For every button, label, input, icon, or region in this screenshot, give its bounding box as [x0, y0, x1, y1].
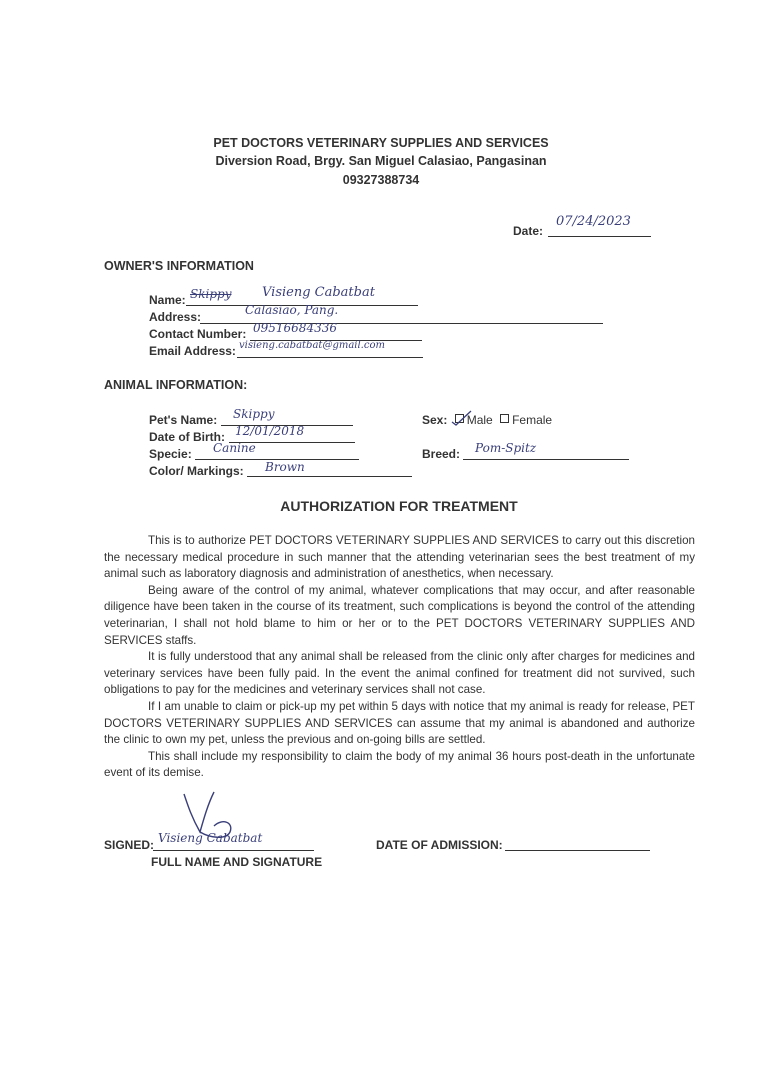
- authorization-paragraph: It is fully understood that any animal shall be released from the clinic only after charges for medicines and veterinary services have been fully paid. In the event the animal confined for treatment did not survived, such obligations to pay for the medicines and veterinary services shall not case.: [104, 650, 695, 697]
- date-value: 07/24/2023: [556, 214, 631, 229]
- pet-name-label: Pet's Name:: [149, 413, 218, 427]
- address-value: Calasiao, Pang.: [245, 303, 339, 317]
- owner-name-value: Visieng Cabatbat: [262, 285, 375, 300]
- signed-value: Visieng Cabatbat: [158, 831, 263, 845]
- male-checkmark-icon: [450, 408, 474, 428]
- dob-value: 12/01/2018: [235, 424, 305, 438]
- breed-value: Pom-Spitz: [475, 441, 537, 455]
- authorization-paragraph: This shall include my responsibility to claim the body of my animal 36 hours post-death in the unfortunate event of its demise.: [104, 749, 695, 780]
- color-label: Color/ Markings:: [149, 464, 244, 478]
- authorization-title: AUTHORIZATION FOR TREATMENT: [280, 498, 518, 514]
- signed-label: SIGNED:: [104, 838, 155, 852]
- specie-value: Canine: [213, 441, 256, 455]
- company-address: Diversion Road, Brgy. San Miguel Calasiao, Pangasinan: [215, 154, 547, 168]
- female-checkbox[interactable]: [500, 414, 509, 423]
- email-label: Email Address:: [149, 344, 236, 358]
- pet-name-value: Skippy: [233, 407, 275, 421]
- dob-label: Date of Birth:: [149, 430, 225, 444]
- date-label: Date:: [513, 224, 544, 238]
- specie-label: Specie:: [149, 447, 192, 461]
- authorization-paragraph: Being aware of the control of my animal, whatever complications that may occur, and after reasonable diligence have been taken in the course of its treatment, such complications is beyond the control of the attending veterinarian, I shall not hold blame to him or her or to the PET DOCTORS VETERINARY SUPPLIES AND SERVICES staffs.: [104, 583, 695, 647]
- animal-section-title: ANIMAL INFORMATION:: [104, 378, 248, 392]
- sex-label: Sex:: [422, 413, 448, 427]
- authorization-paragraph: This is to authorize PET DOCTORS VETERINARY SUPPLIES AND SERVICES to carry out this discretion the necessary medical procedure in such manner that the attending veterinarian sees the best treatment of my animal such as laboratory diagnosis and administration of anesthetics, when necessary.: [104, 534, 695, 581]
- authorization-paragraph: If I am unable to claim or pick-up my pet within 5 days with notice that my animal is ready for release, PET DOCTORS VETERINARY SUPPLIES AND SERVICES can assume that my animal is abandoned and authorize the clinic to own my pet, unless the previous and on-going bills are settled.: [104, 699, 695, 747]
- company-name: PET DOCTORS VETERINARY SUPPLIES AND SERVICES: [213, 136, 549, 150]
- owner-name-struck: Skippy: [190, 287, 232, 301]
- contact-value: 09516684336: [253, 321, 337, 335]
- owner-section-title: OWNER'S INFORMATION: [104, 259, 254, 273]
- sex-field: [422, 413, 552, 427]
- contact-label: Contact Number:: [149, 327, 247, 341]
- email-value: visieng.cabatbat@gmail.com: [239, 340, 385, 351]
- admission-label: DATE OF ADMISSION:: [376, 838, 503, 852]
- breed-label: Breed:: [422, 447, 461, 461]
- color-value: Brown: [265, 460, 305, 474]
- owner-name-label: Name:: [149, 293, 186, 307]
- male-option-label: Male: [466, 413, 493, 427]
- company-phone: 09327388734: [342, 173, 420, 187]
- signature-caption: FULL NAME AND SIGNATURE: [151, 855, 323, 869]
- address-label: Address:: [149, 310, 202, 324]
- female-option-label: Female: [512, 413, 553, 427]
- authorization-body: [104, 533, 695, 782]
- admission-line: [505, 836, 650, 851]
